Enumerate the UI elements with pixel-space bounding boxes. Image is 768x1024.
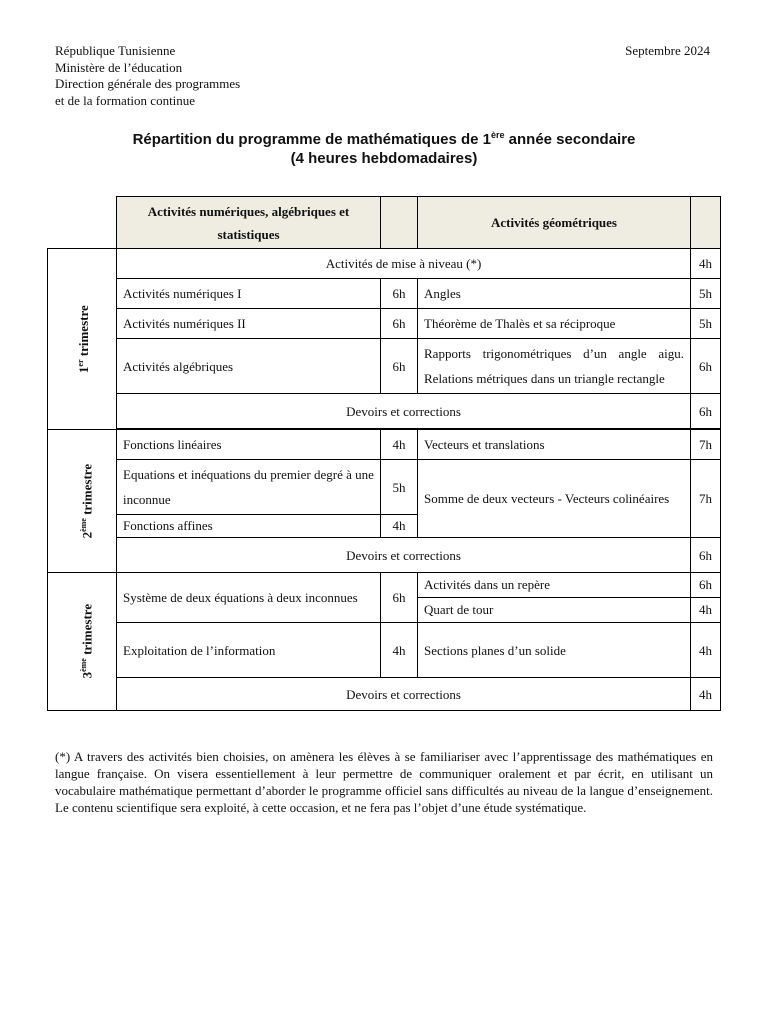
hours: 7h (691, 460, 721, 538)
geometric-topic: Somme de deux vecteurs - Vecteurs colinéaires (418, 460, 691, 538)
header-line: République Tunisienne (55, 43, 176, 58)
geometric-topic: Rapports trigonométriques d’un angle aigu. Relations métriques dans un triangle rectangle (418, 339, 691, 394)
geometric-topic: Quart de tour (418, 598, 691, 623)
numeric-topic: Activités algébriques (117, 339, 381, 394)
footnote: (*) A travers des activités bien choisies, on amènera les élèves à se familiariser avec l’apprentissage des mathématiques en langue française. On visera essentiellement à leur permettre de communiquer oralement et par écrit, en utilisant un vocabulaire mathématique permettant d’aborder le programme officiel sans difficultés au niveau de la langue d’enseignement. Le contenu scientifique sera exploité, à cette occasion, et ne fera pas l’objet d’une étude systématique. (55, 749, 713, 815)
hours: 4h (691, 623, 721, 678)
table-row (48, 538, 721, 573)
table-row (48, 339, 721, 394)
hours: 4h (381, 430, 418, 460)
hours: 4h (691, 249, 721, 279)
geometric-topic: Sections planes d’un solide (418, 623, 691, 678)
numeric-topic: Fonctions affines (117, 515, 381, 538)
hours: 6h (381, 573, 418, 623)
devoirs-corrections: Devoirs et corrections (117, 538, 691, 573)
header-numeric-hours (381, 197, 418, 249)
table-row (48, 623, 721, 678)
hours: 4h (381, 515, 418, 538)
trimestre-2-label: 2ème trimestre (48, 430, 117, 573)
table-row (48, 460, 721, 515)
hours: 4h (691, 678, 721, 711)
title-text-end: année secondaire (504, 131, 636, 148)
mise-a-niveau: Activités de mise à niveau (*) (117, 249, 691, 279)
hours: 6h (691, 573, 721, 598)
hours: 7h (691, 430, 721, 460)
geometric-topic: Vecteurs et translations (418, 430, 691, 460)
hours: 6h (381, 339, 418, 394)
hours: 6h (691, 538, 721, 573)
geometric-topic: Théorème de Thalès et sa réciproque (418, 309, 691, 339)
hours: 6h (691, 339, 721, 394)
hours: 5h (691, 279, 721, 309)
hours: 5h (691, 309, 721, 339)
geometric-topic: Activités dans un repère (418, 573, 691, 598)
hours: 4h (381, 623, 418, 678)
numeric-topic: Fonctions linéaires (117, 430, 381, 460)
table-row (48, 249, 721, 279)
header-numeric: Activités numériques, algébriques et statistiques (117, 197, 381, 249)
numeric-topic: Système de deux équations à deux inconnues (117, 573, 381, 623)
hours: 6h (381, 309, 418, 339)
hours: 4h (691, 598, 721, 623)
table-row (48, 678, 721, 711)
hours: 6h (381, 279, 418, 309)
header-geometric-hours (691, 197, 721, 249)
title-text: Répartition du programme de mathématiques de 1 (132, 131, 491, 148)
devoirs-corrections: Devoirs et corrections (117, 394, 691, 429)
header-geometric: Activités géométriques (418, 197, 691, 249)
numeric-topic: Activités numériques I (117, 279, 381, 309)
table-row (48, 573, 721, 598)
trimestre-3-label: 3ème trimestre (48, 573, 117, 711)
numeric-topic: Exploitation de l’information (117, 623, 381, 678)
table-header-row (48, 197, 721, 249)
program-table (47, 196, 721, 711)
header-line: Direction générale des programmes (55, 76, 241, 91)
corner-cell (48, 197, 117, 249)
table-row (48, 430, 721, 460)
table-row (48, 279, 721, 309)
ministry-header (55, 43, 240, 109)
hours: 5h (381, 460, 418, 515)
numeric-topic: Equations et inéquations du premier degré à une inconnue (117, 460, 381, 515)
devoirs-corrections: Devoirs et corrections (117, 678, 691, 711)
table-row (48, 309, 721, 339)
numeric-topic: Activités numériques II (117, 309, 381, 339)
document-date: Septembre 2024 (625, 43, 710, 58)
document-title (0, 126, 768, 168)
title-subtitle: (4 heures hebdomadaires) (290, 150, 478, 167)
header-line: Ministère de l’éducation (55, 59, 183, 75)
title-sup: ère (490, 130, 505, 140)
geometric-topic: Angles (418, 279, 691, 309)
table-row (48, 394, 721, 429)
hours: 6h (691, 394, 721, 429)
header-line: et de la formation continue (55, 92, 196, 108)
trimestre-1-label: 1er trimestre (48, 249, 117, 430)
